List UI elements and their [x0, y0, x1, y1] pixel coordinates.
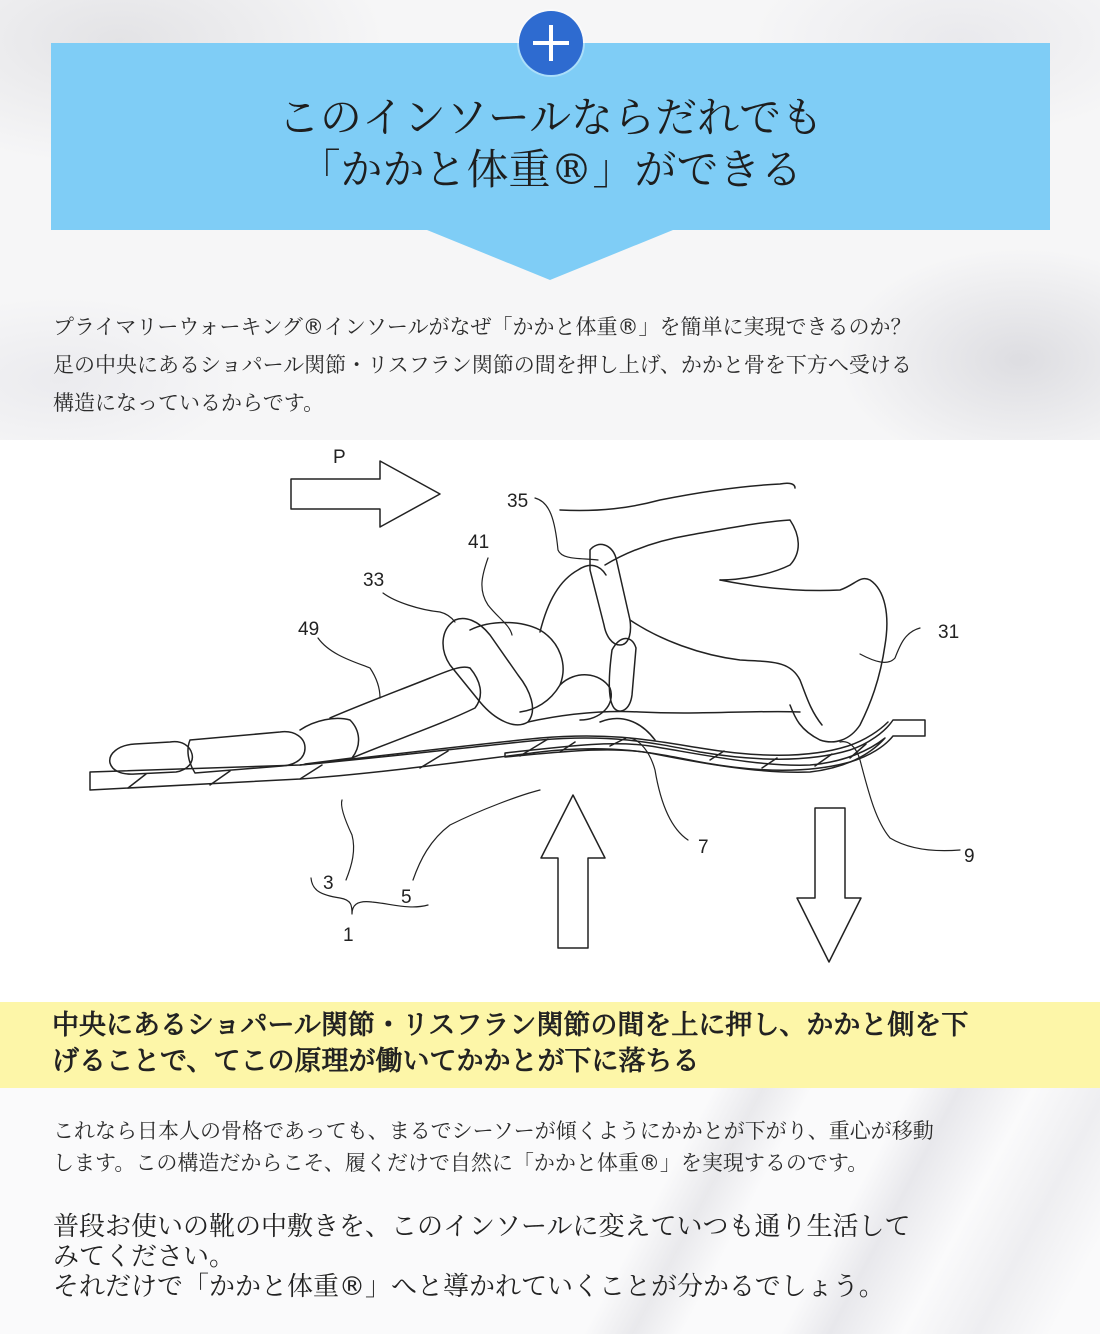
banner-arrow: [427, 230, 673, 280]
body2-line1: 普段お使いの靴の中敷きを、このインソールに変えていつも通り生活して: [53, 1212, 911, 1242]
insole-diagram: [0, 440, 1100, 1002]
force-arrow-down: [797, 808, 861, 962]
body1-line1: これなら日本人の骨格であっても、まるでシーソーが傾くようにかかとが下がり、重心が移動: [53, 1119, 934, 1143]
label-31: 31: [938, 622, 960, 643]
body-paragraph-1: [53, 1115, 1063, 1179]
intro-line2: 足の中央にあるショパール関節・リスフラン関節の間を押し上げ、かかと骨を下方へ受ける: [53, 353, 912, 377]
label-3: 3: [323, 873, 334, 894]
body-paragraph-2: [53, 1212, 1063, 1302]
force-arrow-up: [541, 795, 605, 948]
highlight-line2: げることで、てこの原理が働いてかかとが下に落ちる: [52, 1046, 700, 1077]
banner-title-line1: このインソールならだれでも: [277, 93, 824, 142]
body2-line2: みてください。: [53, 1242, 236, 1272]
intro-line3: 構造になっているからです。: [53, 391, 325, 415]
highlight-line1: 中央にあるショパール関節・リスフラン関節の間を上に押し、かかと側を下: [52, 1010, 969, 1041]
force-arrow-right: [291, 461, 440, 527]
label-35: 35: [507, 491, 529, 512]
intro-line1: プライマリーウォーキング®インソールがなぜ「かかと体重®」を簡単に実現できるのか？: [53, 315, 912, 339]
label-49: 49: [298, 619, 320, 640]
body1-line2: します。この構造だからこそ、履くだけで自然に「かかと体重®」を実現するのです。: [53, 1151, 869, 1175]
leader-lines: [311, 498, 960, 914]
label-7: 7: [698, 837, 709, 858]
plus-icon: [519, 11, 583, 75]
highlight-text: [52, 1008, 1062, 1080]
intro-paragraph: [53, 308, 1063, 422]
label-9: 9: [964, 846, 975, 867]
label-p: P: [333, 447, 346, 468]
label-33: 33: [363, 570, 385, 591]
body2-line3: それだけで「かかと体重®」へと導かれていくことが分かるでしょう。: [53, 1272, 885, 1302]
label-5: 5: [401, 887, 412, 908]
banner-title: [51, 92, 1050, 196]
banner-title-line2: 「かかと体重®」ができる: [298, 145, 803, 194]
label-1: 1: [343, 925, 354, 946]
label-41: 41: [468, 532, 490, 553]
foot-bones: [110, 483, 887, 774]
